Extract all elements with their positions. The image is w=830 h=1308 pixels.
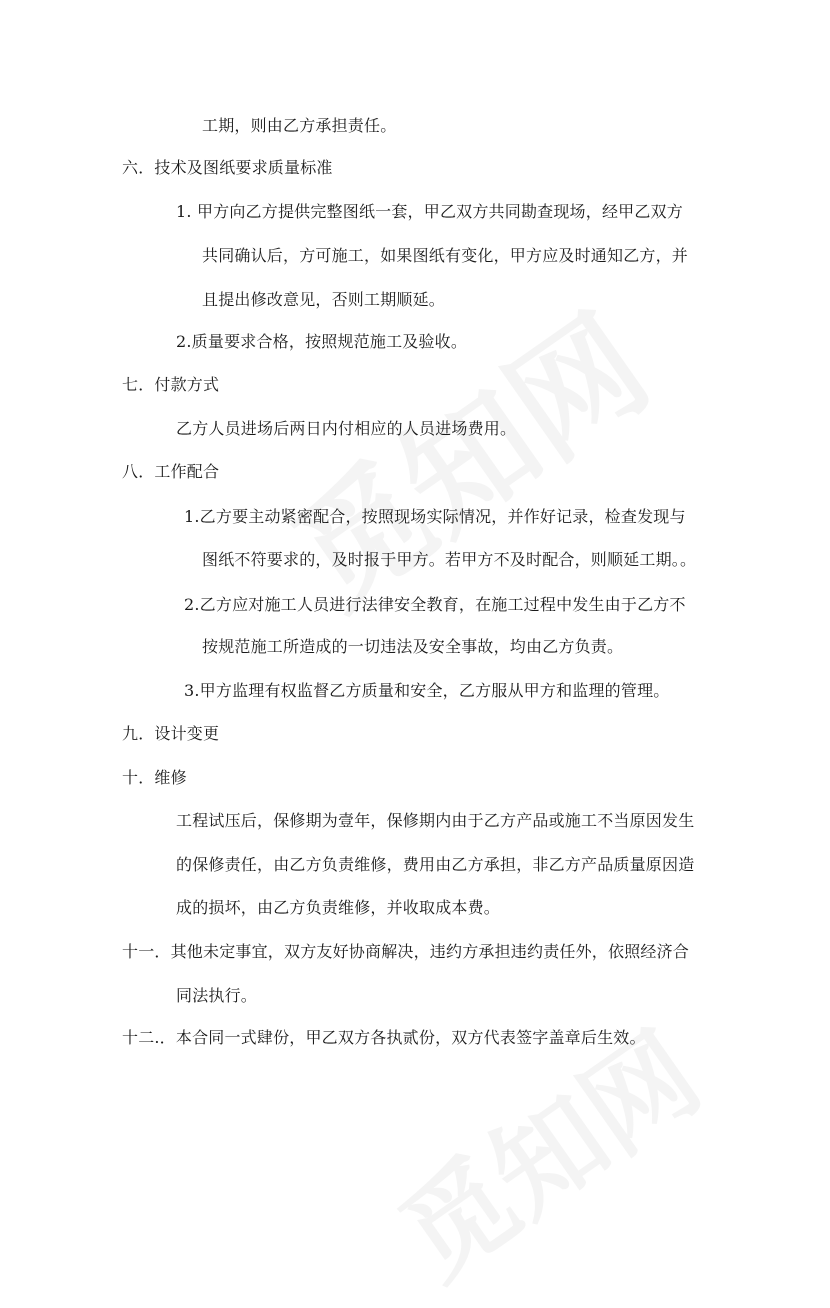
section-heading-11: 十一．其他未定事宜，双方友好协商解决，违约方承担违约责任外，依照经济合 [122, 942, 690, 961]
paragraph: 同法执行。 [176, 986, 258, 1005]
paragraph: 成的损坏，由乙方负责维修，并收取成本费。 [176, 898, 501, 917]
paragraph: 乙方人员进场后两日内付相应的人员进场费用。 [176, 419, 517, 438]
list-item: 2.乙方应对施工人员进行法律安全教育，在施工过程中发生由于乙方不 [184, 595, 686, 614]
watermark [252, 265, 679, 642]
paragraph: 工程试压后，保修期为壹年，保修期内由于乙方产品或施工不当原因发生 [176, 811, 695, 830]
section-heading-12: 十二.．本合同一式肆份，甲乙双方各执贰份，双方代表签字盖章后生效。 [122, 1028, 646, 1047]
list-item-continuation: 图纸不符要求的，及时报于甲方。若甲方不及时配合，则顺延工期。。 [202, 550, 697, 569]
paragraph: 的保修责任，由乙方负责维修，费用由乙方承担，非乙方产品质量原因造 [176, 855, 695, 874]
list-item: 2.质量要求合格，按照规范施工及验收。 [176, 332, 468, 351]
list-item-continuation: 共同确认后，方可施工，如果图纸有变化，甲方应及时通知乙方，并 [202, 246, 689, 265]
list-item: 3.甲方监理有权监督乙方质量和安全，乙方服从甲方和监理的管理。 [184, 681, 670, 700]
section-heading-6: 六．技术及图纸要求质量标准 [122, 158, 333, 177]
section-heading-7: 七．付款方式 [122, 375, 220, 394]
list-item-continuation: 且提出修改意见，否则工期顺延。 [202, 290, 446, 309]
list-item: 1. 甲方向乙方提供完整图纸一套，甲乙双方共同勘查现场，经甲乙双方 [176, 202, 683, 221]
continuation-line: 工期，则由乙方承担责任。 [202, 116, 397, 135]
section-heading-9: 九．设计变更 [122, 724, 220, 743]
list-item: 1.乙方要主动紧密配合，按照现场实际情况，并作好记录，检查发现与 [184, 507, 686, 526]
section-heading-8: 八．工作配合 [122, 462, 220, 481]
section-heading-10: 十．维修 [122, 768, 187, 787]
list-item-continuation: 按规范施工所造成的一切违法及安全事故，均由乙方负责。 [202, 637, 624, 656]
